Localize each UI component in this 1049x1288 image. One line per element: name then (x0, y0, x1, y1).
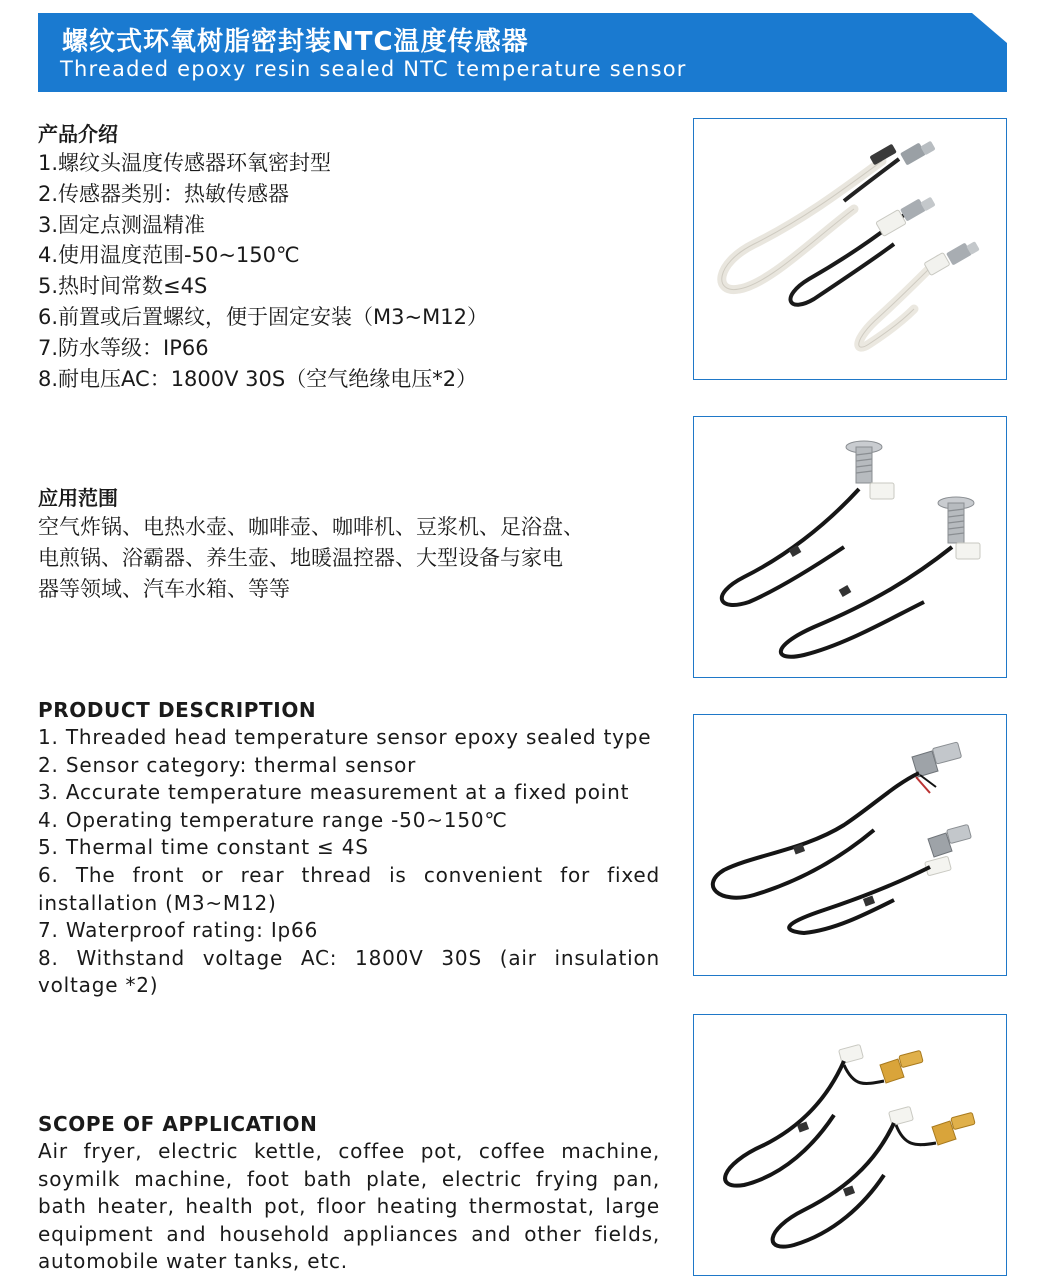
intro-cn-item: 6.前置或后置螺纹，便于固定安装（M3~M12） (38, 304, 488, 329)
intro-cn-heading: 产品介绍 (38, 122, 118, 146)
description-en-item: 3. Accurate temperature measurement at a fixed point (38, 780, 630, 805)
product-photo-3 (693, 714, 1007, 976)
description-en-item: 5. Thermal time constant ≤ 4S (38, 835, 369, 860)
intro-cn-item: 3.固定点测温精准 (38, 212, 206, 237)
black-cable-screw-sensors-photo (694, 417, 1005, 676)
application-cn-line: 电煎锅、浴霸器、养生壶、地暖温控器、大型设备与家电 (38, 545, 563, 570)
application-en-text: Air fryer, electric kettle, coffee pot, coffee machine, soymilk machine, foot bath plate, electric frying pan, bath heater, health pot, floor heating thermostat, large equipment and household appliances and other fields, automobile water tanks, etc. (38, 1139, 660, 1274)
white-cable-sensors-photo (694, 119, 1005, 378)
application-cn-line: 器等领域、汽车水箱、等等 (38, 576, 290, 601)
description-en-section (38, 696, 660, 1000)
description-en-item: 2. Sensor category: thermal sensor (38, 752, 417, 777)
description-en-item: 4. Operating temperature range -50~150℃ (38, 807, 508, 832)
application-cn-section (38, 484, 660, 604)
page-title-en: Threaded epoxy resin sealed NTC temperature sensor (60, 57, 687, 81)
page-title-cn: 螺纹式环氧树脂密封装NTC温度传感器 (62, 27, 529, 57)
application-cn-line: 空气炸锅、电热水壶、咖啡壶、咖啡机、豆浆机、足浴盘、 (38, 515, 584, 539)
product-photo-4 (693, 1014, 1007, 1276)
application-en-heading: SCOPE OF APPLICATION (38, 1112, 318, 1136)
product-photo-2 (693, 416, 1007, 678)
description-en-item: 6. The front or rear thread is convenient for fixed installation (M3~M12) (38, 862, 660, 915)
application-en-section (38, 1110, 660, 1276)
intro-cn-item: 5.热时间常数≤4S (38, 274, 208, 299)
header-banner (38, 13, 1007, 92)
description-en-item: 7. Waterproof rating: Ip66 (38, 918, 319, 943)
description-en-heading: PRODUCT DESCRIPTION (38, 698, 317, 722)
intro-cn-item: 2.传感器类别：热敏传感器 (38, 181, 290, 206)
description-en-item: 1. Threaded head temperature sensor epoxy sealed type (38, 725, 652, 749)
product-photo-1 (693, 118, 1007, 380)
application-cn-heading: 应用范围 (38, 486, 118, 510)
steel-probe-sensors-photo (694, 715, 1005, 974)
intro-cn-item: 1.螺纹头温度传感器环氧密封型 (38, 151, 332, 175)
intro-cn-item: 4.使用温度范围-50~150℃ (38, 243, 300, 268)
description-en-list (38, 724, 660, 1000)
intro-cn-item: 7.防水等级：IP66 (38, 335, 209, 360)
intro-cn-item: 8.耐电压AC：1800V 30S（空气绝缘电压*2） (38, 366, 478, 391)
brass-probe-sensors-photo (694, 1015, 1005, 1274)
intro-cn-section (38, 120, 660, 394)
description-en-item: 8. Withstand voltage AC: 1800V 30S (air insulation voltage *2) (38, 945, 660, 998)
